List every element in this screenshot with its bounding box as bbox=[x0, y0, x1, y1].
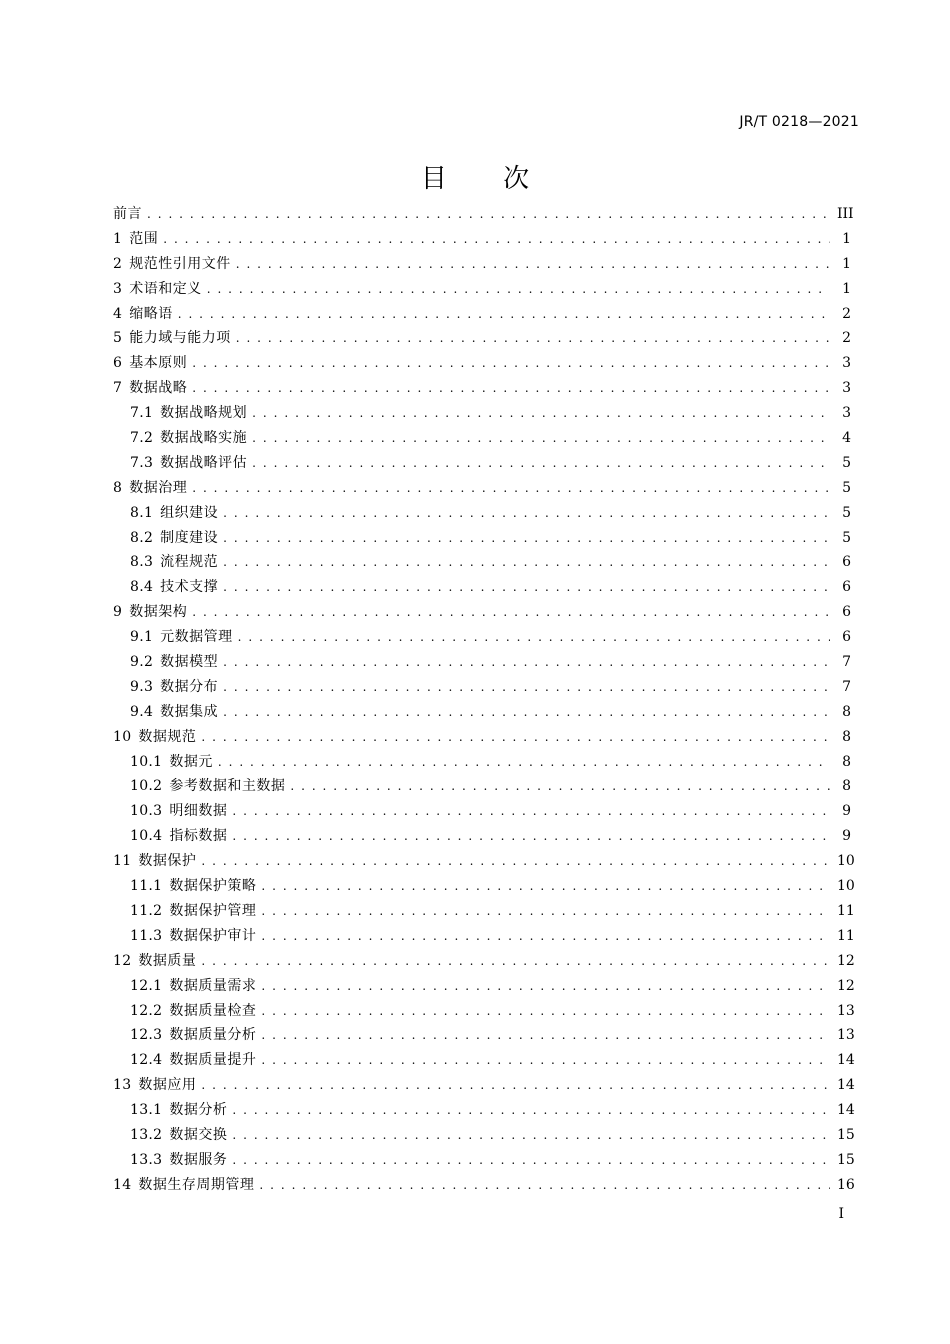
toc-entry-label: 数据质量检查 bbox=[169, 1002, 257, 1019]
toc-entry-label: 数据架构 bbox=[129, 604, 188, 621]
toc-entry[interactable] bbox=[113, 426, 851, 451]
toc-entry-number: 8.2 bbox=[130, 529, 154, 546]
toc-entry-number: 13.2 bbox=[130, 1126, 163, 1143]
toc-entry-label: 基本原则 bbox=[129, 355, 188, 372]
toc-entry-label: 缩略语 bbox=[129, 305, 173, 322]
toc-entry-page: 3 bbox=[842, 355, 851, 372]
toc-entry-page: 1 bbox=[842, 230, 851, 247]
toc-leader-dots bbox=[223, 550, 830, 575]
toc-entry-number: 7.1 bbox=[130, 405, 154, 422]
toc-entry-page: 6 bbox=[842, 604, 851, 621]
toc-entry-label: 数据保护策略 bbox=[169, 878, 257, 895]
toc-entry-label: 数据战略评估 bbox=[160, 454, 248, 471]
toc-entry-number: 7.3 bbox=[130, 454, 154, 471]
toc-entry[interactable] bbox=[113, 999, 855, 1024]
toc-entry[interactable] bbox=[113, 1048, 855, 1073]
toc-entry-page: 8 bbox=[842, 728, 851, 745]
toc-entry-page: 14 bbox=[837, 1077, 855, 1094]
toc-entry-page: 6 bbox=[842, 579, 851, 596]
toc-entry-number: 9 bbox=[113, 604, 123, 621]
toc-entry-label: 数据质量需求 bbox=[169, 977, 257, 994]
toc-entry-number: 8 bbox=[113, 479, 123, 496]
toc-entry-page: 11 bbox=[837, 927, 855, 944]
toc-leader-dots bbox=[192, 351, 830, 376]
toc-title: 目 次 bbox=[420, 164, 554, 194]
toc-entry-label: 制度建设 bbox=[160, 529, 219, 546]
toc-entry-number: 10 bbox=[113, 728, 132, 745]
toc-entry-page: 5 bbox=[842, 504, 851, 521]
toc-entry-label: 数据保护管理 bbox=[169, 902, 257, 919]
toc-entry-number: 12.1 bbox=[130, 977, 163, 994]
toc-entry-label: 规范性引用文件 bbox=[129, 255, 231, 272]
toc-entry[interactable] bbox=[113, 949, 855, 974]
toc-entry[interactable] bbox=[113, 700, 851, 725]
toc-leader-dots bbox=[147, 202, 830, 227]
toc-entry-label: 能力域与能力项 bbox=[129, 330, 231, 347]
toc-entry-page: 12 bbox=[837, 952, 855, 969]
toc-entry-number: 11 bbox=[113, 853, 132, 870]
toc-leader-dots bbox=[223, 700, 830, 725]
toc-entry-label: 数据战略 bbox=[129, 380, 188, 397]
toc-leader-dots bbox=[201, 849, 830, 874]
toc-entry-label: 范围 bbox=[129, 230, 159, 247]
table-of-contents bbox=[113, 202, 855, 1198]
toc-entry-label: 术语和定义 bbox=[129, 280, 202, 297]
toc-entry-number: 12.3 bbox=[130, 1027, 163, 1044]
toc-leader-dots bbox=[201, 949, 830, 974]
toc-entry-page: 8 bbox=[842, 778, 851, 795]
toc-entry-page: 1 bbox=[842, 255, 851, 272]
toc-entry-number: 13.3 bbox=[130, 1151, 163, 1168]
toc-leader-dots bbox=[192, 600, 830, 625]
toc-entry-number: 12.4 bbox=[130, 1052, 163, 1069]
toc-leader-dots bbox=[252, 426, 830, 451]
toc-entry-number: 3 bbox=[113, 280, 123, 297]
toc-leader-dots bbox=[261, 899, 830, 924]
toc-entry[interactable] bbox=[113, 501, 851, 526]
toc-leader-dots bbox=[163, 227, 830, 252]
toc-entry-number: 10.4 bbox=[130, 828, 163, 845]
toc-entry-label: 数据保护 bbox=[138, 853, 197, 870]
toc-entry-page: 12 bbox=[837, 977, 855, 994]
toc-leader-dots bbox=[223, 526, 830, 551]
toc-entry-number: 9.4 bbox=[130, 703, 154, 720]
toc-entry-number: 8.1 bbox=[130, 504, 154, 521]
toc-entry-label: 技术支撑 bbox=[160, 579, 219, 596]
toc-entry[interactable] bbox=[113, 1098, 855, 1123]
toc-entry[interactable] bbox=[113, 824, 851, 849]
toc-entry-number: 8.4 bbox=[130, 579, 154, 596]
toc-entry[interactable] bbox=[113, 376, 851, 401]
toc-entry[interactable] bbox=[113, 874, 855, 899]
toc-entry[interactable] bbox=[113, 974, 855, 999]
toc-leader-dots bbox=[261, 874, 830, 899]
toc-entry-label: 数据服务 bbox=[169, 1151, 228, 1168]
toc-leader-dots bbox=[236, 252, 830, 277]
toc-entry[interactable] bbox=[113, 526, 851, 551]
toc-entry-number: 2 bbox=[113, 255, 123, 272]
toc-entry-label: 数据保护审计 bbox=[169, 927, 257, 944]
toc-entry-number: 11.1 bbox=[130, 878, 163, 895]
toc-entry-label: 数据生存周期管理 bbox=[138, 1176, 255, 1193]
toc-entry-page: 15 bbox=[837, 1151, 855, 1168]
toc-entry-number: 14 bbox=[113, 1176, 132, 1193]
toc-entry-page: 8 bbox=[842, 753, 851, 770]
toc-entry-page: 14 bbox=[837, 1052, 855, 1069]
toc-leader-dots bbox=[261, 1048, 830, 1073]
toc-entry-number: 11.2 bbox=[130, 902, 163, 919]
toc-entry[interactable] bbox=[113, 451, 851, 476]
toc-entry[interactable] bbox=[113, 476, 851, 501]
toc-entry-label: 数据战略实施 bbox=[160, 430, 248, 447]
toc-entry-label: 指标数据 bbox=[169, 828, 228, 845]
toc-entry-number: 13.1 bbox=[130, 1102, 163, 1119]
toc-entry[interactable] bbox=[113, 1123, 855, 1148]
toc-entry-page: 5 bbox=[842, 529, 851, 546]
toc-entry[interactable] bbox=[113, 899, 855, 924]
toc-entry[interactable] bbox=[113, 924, 855, 949]
toc-entry-page: 11 bbox=[837, 902, 855, 919]
toc-entry-label: 前言 bbox=[113, 206, 142, 222]
toc-entry-page: 8 bbox=[842, 703, 851, 720]
toc-leader-dots bbox=[192, 376, 830, 401]
toc-leader-dots bbox=[232, 1098, 830, 1123]
toc-entry-label: 数据元 bbox=[169, 753, 213, 770]
toc-entry-number: 8.3 bbox=[130, 554, 154, 571]
toc-entry[interactable] bbox=[113, 351, 851, 376]
toc-entry-number: 13 bbox=[113, 1077, 132, 1094]
toc-entry-label: 数据模型 bbox=[160, 654, 219, 671]
toc-entry-page: III bbox=[837, 206, 854, 222]
toc-entry-page: 3 bbox=[842, 380, 851, 397]
toc-entry[interactable] bbox=[113, 277, 851, 302]
toc-entry[interactable] bbox=[113, 1148, 855, 1173]
toc-entry-number: 5 bbox=[113, 330, 123, 347]
toc-leader-dots bbox=[238, 625, 830, 650]
toc-entry-number: 9.1 bbox=[130, 629, 154, 646]
toc-entry-label: 参考数据和主数据 bbox=[169, 778, 286, 795]
toc-leader-dots bbox=[259, 1173, 830, 1198]
toc-entry-number: 7.2 bbox=[130, 430, 154, 447]
toc-entry-page: 16 bbox=[837, 1176, 855, 1193]
toc-entry-label: 数据分析 bbox=[169, 1102, 228, 1119]
toc-entry[interactable] bbox=[113, 550, 851, 575]
toc-entry-page: 1 bbox=[842, 280, 851, 297]
toc-entry-number: 9.2 bbox=[130, 654, 154, 671]
toc-entry-page: 2 bbox=[842, 305, 851, 322]
toc-entry-page: 3 bbox=[842, 405, 851, 422]
toc-entry-number: 12 bbox=[113, 952, 132, 969]
toc-entry-page: 4 bbox=[842, 430, 851, 447]
toc-entry-label: 数据战略规划 bbox=[160, 405, 248, 422]
toc-entry[interactable] bbox=[113, 799, 851, 824]
toc-entry-number: 10.3 bbox=[130, 803, 163, 820]
toc-entry-page: 10 bbox=[837, 878, 855, 895]
page-number: I bbox=[838, 1206, 844, 1222]
toc-leader-dots bbox=[252, 451, 830, 476]
toc-entry-number: 4 bbox=[113, 305, 123, 322]
toc-entry-number: 6 bbox=[113, 355, 123, 372]
toc-entry-label: 数据治理 bbox=[129, 479, 188, 496]
toc-entry-label: 数据质量 bbox=[138, 952, 197, 969]
toc-entry[interactable] bbox=[113, 326, 851, 351]
toc-leader-dots bbox=[261, 1023, 830, 1048]
toc-leader-dots bbox=[223, 675, 830, 700]
toc-entry-page: 7 bbox=[842, 654, 851, 671]
toc-leader-dots bbox=[223, 501, 830, 526]
toc-leader-dots bbox=[290, 774, 830, 799]
toc-leader-dots bbox=[232, 1123, 830, 1148]
toc-leader-dots bbox=[232, 824, 830, 849]
toc-entry-page: 6 bbox=[842, 629, 851, 646]
toc-entry-label: 数据交换 bbox=[169, 1126, 228, 1143]
toc-entry-label: 组织建设 bbox=[160, 504, 219, 521]
toc-entry[interactable] bbox=[113, 575, 851, 600]
toc-entry-label: 数据规范 bbox=[138, 728, 197, 745]
toc-entry[interactable] bbox=[113, 1173, 855, 1198]
toc-leader-dots bbox=[201, 725, 830, 750]
toc-entry-number: 7 bbox=[113, 380, 123, 397]
toc-entry-page: 6 bbox=[842, 554, 851, 571]
toc-entry-page: 5 bbox=[842, 454, 851, 471]
toc-entry[interactable] bbox=[113, 252, 851, 277]
toc-entry-number: 10.2 bbox=[130, 778, 163, 795]
toc-entry-label: 数据分布 bbox=[160, 678, 219, 695]
toc-leader-dots bbox=[261, 974, 830, 999]
toc-entry-number: 1 bbox=[113, 230, 123, 247]
toc-leader-dots bbox=[201, 1073, 830, 1098]
toc-entry[interactable] bbox=[113, 401, 851, 426]
toc-leader-dots bbox=[232, 799, 830, 824]
toc-entry[interactable] bbox=[113, 625, 851, 650]
toc-entry[interactable] bbox=[113, 725, 851, 750]
toc-entry-page: 15 bbox=[837, 1126, 855, 1143]
toc-leader-dots bbox=[236, 326, 830, 351]
document-code: JR/T 0218—2021 bbox=[739, 114, 859, 130]
toc-leader-dots bbox=[261, 924, 830, 949]
toc-entry[interactable] bbox=[113, 849, 855, 874]
toc-entry-page: 2 bbox=[842, 330, 851, 347]
toc-entry[interactable] bbox=[113, 675, 851, 700]
toc-leader-dots bbox=[223, 650, 830, 675]
toc-entry-label: 元数据管理 bbox=[160, 629, 233, 646]
toc-entry-page: 13 bbox=[837, 1002, 855, 1019]
toc-entry-label: 数据质量分析 bbox=[169, 1027, 257, 1044]
toc-entry[interactable] bbox=[113, 227, 851, 252]
toc-entry[interactable] bbox=[113, 600, 851, 625]
toc-entry-page: 9 bbox=[842, 828, 851, 845]
toc-leader-dots bbox=[178, 302, 830, 327]
toc-leader-dots bbox=[252, 401, 830, 426]
toc-entry-number: 12.2 bbox=[130, 1002, 163, 1019]
toc-entry-number: 11.3 bbox=[130, 927, 163, 944]
toc-leader-dots bbox=[232, 1148, 830, 1173]
toc-entry-page: 10 bbox=[837, 853, 855, 870]
toc-leader-dots bbox=[218, 750, 830, 775]
toc-leader-dots bbox=[261, 999, 830, 1024]
toc-entry[interactable] bbox=[113, 750, 851, 775]
toc-entry-label: 数据集成 bbox=[160, 703, 219, 720]
toc-entry-label: 流程规范 bbox=[160, 554, 219, 571]
toc-leader-dots bbox=[207, 277, 830, 302]
toc-entry-page: 7 bbox=[842, 678, 851, 695]
toc-entry-number: 9.3 bbox=[130, 678, 154, 695]
toc-entry-page: 13 bbox=[837, 1027, 855, 1044]
toc-entry-label: 数据应用 bbox=[138, 1077, 197, 1094]
toc-entry-label: 数据质量提升 bbox=[169, 1052, 257, 1069]
toc-entry-page: 9 bbox=[842, 803, 851, 820]
toc-leader-dots bbox=[223, 575, 830, 600]
toc-entry[interactable] bbox=[113, 1073, 855, 1098]
toc-entry[interactable] bbox=[113, 650, 851, 675]
toc-entry-label: 明细数据 bbox=[169, 803, 228, 820]
toc-entry[interactable] bbox=[113, 202, 854, 227]
toc-entry-page: 5 bbox=[842, 479, 851, 496]
toc-leader-dots bbox=[192, 476, 830, 501]
toc-entry-page: 14 bbox=[837, 1102, 855, 1119]
toc-entry[interactable] bbox=[113, 302, 851, 327]
toc-entry-number: 10.1 bbox=[130, 753, 163, 770]
toc-entry[interactable] bbox=[113, 774, 851, 799]
toc-entry[interactable] bbox=[113, 1023, 855, 1048]
